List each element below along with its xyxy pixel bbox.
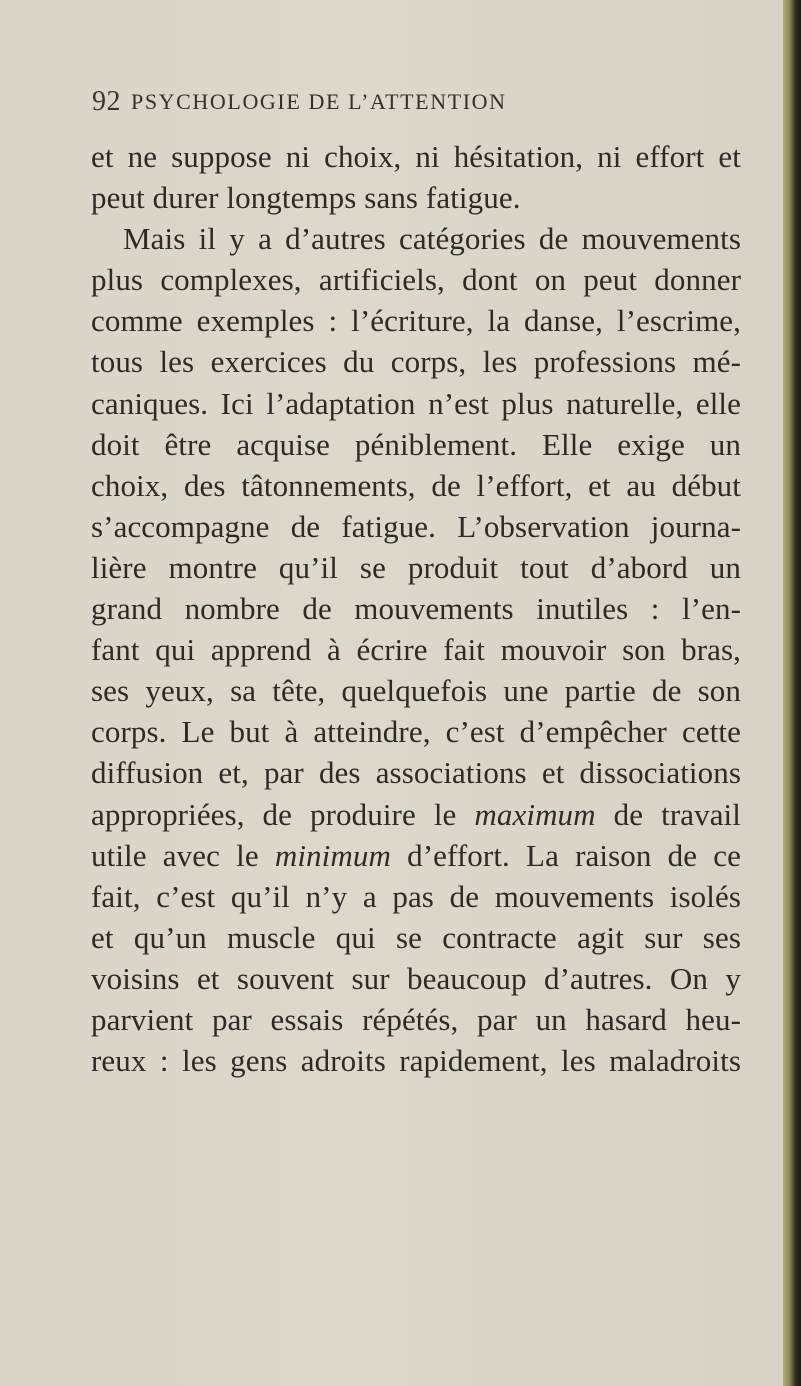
text-line: fant qui apprend à écrire fait mouvoir son bras, [91, 632, 741, 668]
text-line: et qu’un muscle qui se contracte agit sur ses [91, 919, 741, 955]
italic-term: minimum [274, 837, 391, 873]
text-line: grand nombre de mouvements inutiles : l’en- [91, 591, 741, 627]
text-segment: utile avec le [91, 837, 275, 873]
text-line: s’accompagne de fatigue. L’observation journa- [91, 508, 741, 544]
text-line: peut durer longtemps sans fatigue. [91, 180, 521, 216]
page-edge-shadow [783, 0, 801, 1386]
text-line: Mais il y a d’autres catégories de mouvements [123, 221, 741, 257]
text-segment: de travail [595, 796, 741, 832]
text-line: parvient par essais répétés, par un hasard heu- [91, 1001, 741, 1037]
text-line [91, 794, 741, 835]
text-line: reux : les gens adroits rapidement, les maladroits [91, 1043, 741, 1079]
running-title: PSYCHOLOGIE DE L’ATTENTION [131, 89, 507, 114]
text-line [91, 835, 741, 876]
text-segment: appropriées, de produire le [91, 796, 475, 832]
body-text [91, 136, 741, 1081]
text-segment: d’effort. La raison de ce [390, 837, 741, 873]
page-number: 92 [92, 86, 121, 117]
text-line: diffusion et, par des associations et dissociations [91, 755, 741, 791]
text-line: ses yeux, sa tête, quelquefois une partie de son [91, 673, 741, 709]
text-line: et ne suppose ni choix, ni hésitation, ni effort et [91, 139, 741, 174]
text-line: fait, c’est qu’il n’y a pas de mouvements isolés [91, 878, 741, 914]
text-line: tous les exercices du corps, les professions mé- [91, 344, 741, 380]
text-line: voisins et souvent sur beaucoup d’autres. On y [91, 960, 741, 996]
text-line: plus complexes, artificiels, dont on peut donner [91, 262, 741, 298]
text-line: caniques. Ici l’adaptation n’est plus naturelle, elle [91, 385, 741, 421]
italic-term: maximum [474, 796, 596, 832]
page-header [92, 86, 732, 126]
text-line: comme exemples : l’écriture, la danse, l’escrime, [91, 303, 741, 339]
text-line: corps. Le but à atteindre, c’est d’empêcher cette [91, 714, 741, 750]
text-line: choix, des tâtonnements, de l’effort, et au début [91, 467, 741, 503]
text-line: doit être acquise péniblement. Elle exige un [91, 426, 741, 462]
text-line: lière montre qu’il se produit tout d’abord un [91, 549, 741, 585]
